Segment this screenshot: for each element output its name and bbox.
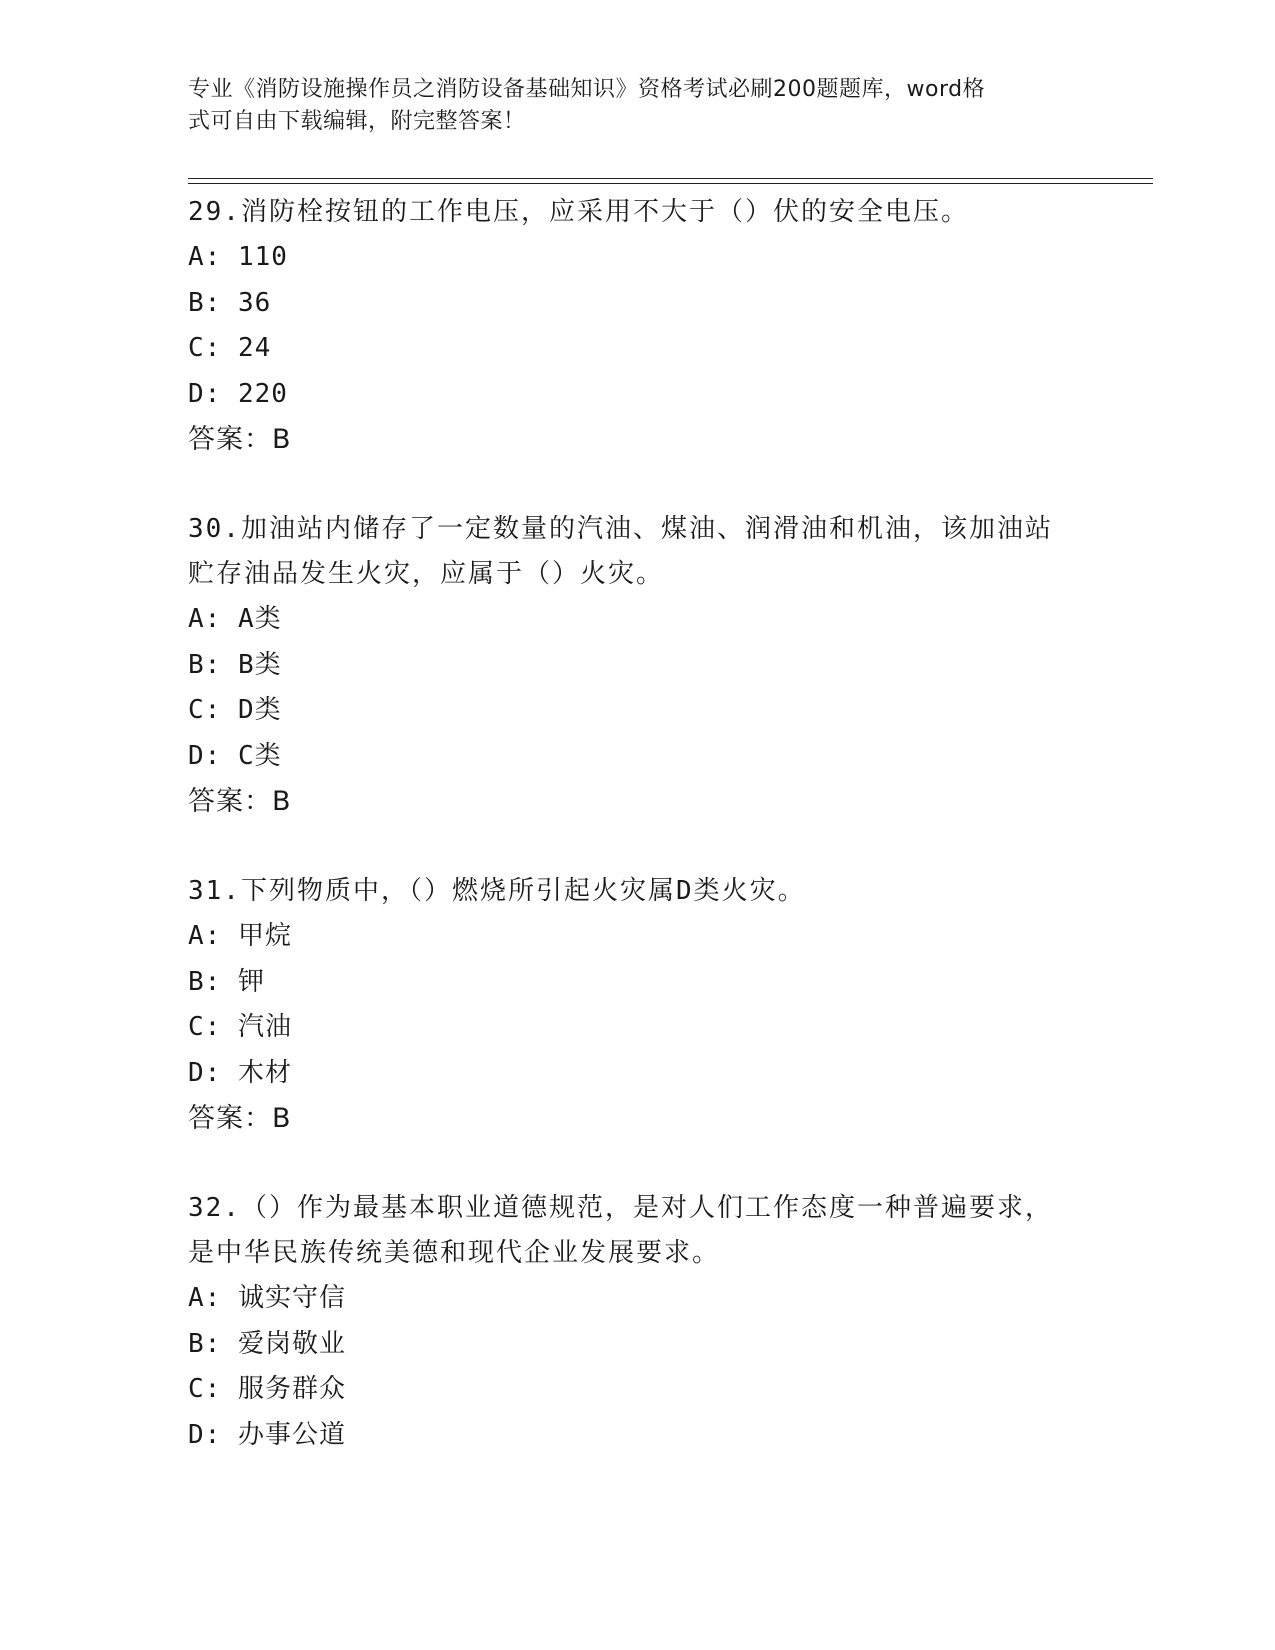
question-stem-line-1: 30.加油站内储存了一定数量的汽油、煤油、润滑油和机油，该加油站 — [188, 514, 1053, 544]
option-b: B: 钾 — [188, 966, 265, 997]
option-b: B: 爱岗敬业 — [188, 1328, 346, 1359]
option-c: C: D类 — [188, 695, 282, 725]
option-b: B: 36 — [188, 287, 272, 318]
question-32 — [188, 1186, 1088, 1458]
option-c: C: 服务群众 — [188, 1374, 346, 1404]
option-d: D: 木材 — [188, 1057, 292, 1088]
header-divider-bottom — [188, 183, 1153, 184]
header-line-2: 式可自由下载编辑，附完整答案！ — [188, 109, 526, 134]
option-a: A: A类 — [188, 604, 282, 634]
question-stem-line-2: 贮存油品发生火灾，应属于（）火灾。 — [188, 559, 665, 589]
option-a: A: 甲烷 — [188, 921, 292, 951]
question-29 — [188, 190, 1088, 463]
question-stem: 31.下列物质中，（）燃烧所引起火灾属D类火灾。 — [188, 876, 806, 906]
question-stem: 29.消防栓按钮的工作电压，应采用不大于（）伏的安全电压。 — [188, 197, 969, 227]
option-d: D: 办事公道 — [188, 1419, 346, 1450]
option-c: C: 汽油 — [188, 1012, 292, 1042]
header-line-1: 专业《消防设施操作员之消防设备基础知识》资格考试必刷200题题库，word格 — [188, 77, 986, 102]
option-a: A: 110 — [188, 242, 288, 272]
question-stem-line-1: 32.（）作为最基本职业道德规范，是对人们工作态度一种普遍要求， — [188, 1193, 1053, 1223]
document-header — [188, 74, 1088, 138]
answer: 答案：B — [188, 1103, 292, 1134]
answer: 答案：B — [188, 786, 292, 817]
question-list — [188, 190, 1088, 1502]
option-a: A: 诚实守信 — [188, 1283, 346, 1313]
option-c: C: 24 — [188, 333, 272, 363]
question-31 — [188, 869, 1088, 1142]
option-b: B: B类 — [188, 649, 282, 680]
question-stem-line-2: 是中华民族传统美德和现代企业发展要求。 — [188, 1238, 721, 1268]
question-30 — [188, 507, 1088, 825]
answer: 答案：B — [188, 424, 292, 455]
option-d: D: 220 — [188, 378, 288, 409]
header-divider-top — [188, 178, 1153, 179]
option-d: D: C类 — [188, 740, 282, 771]
